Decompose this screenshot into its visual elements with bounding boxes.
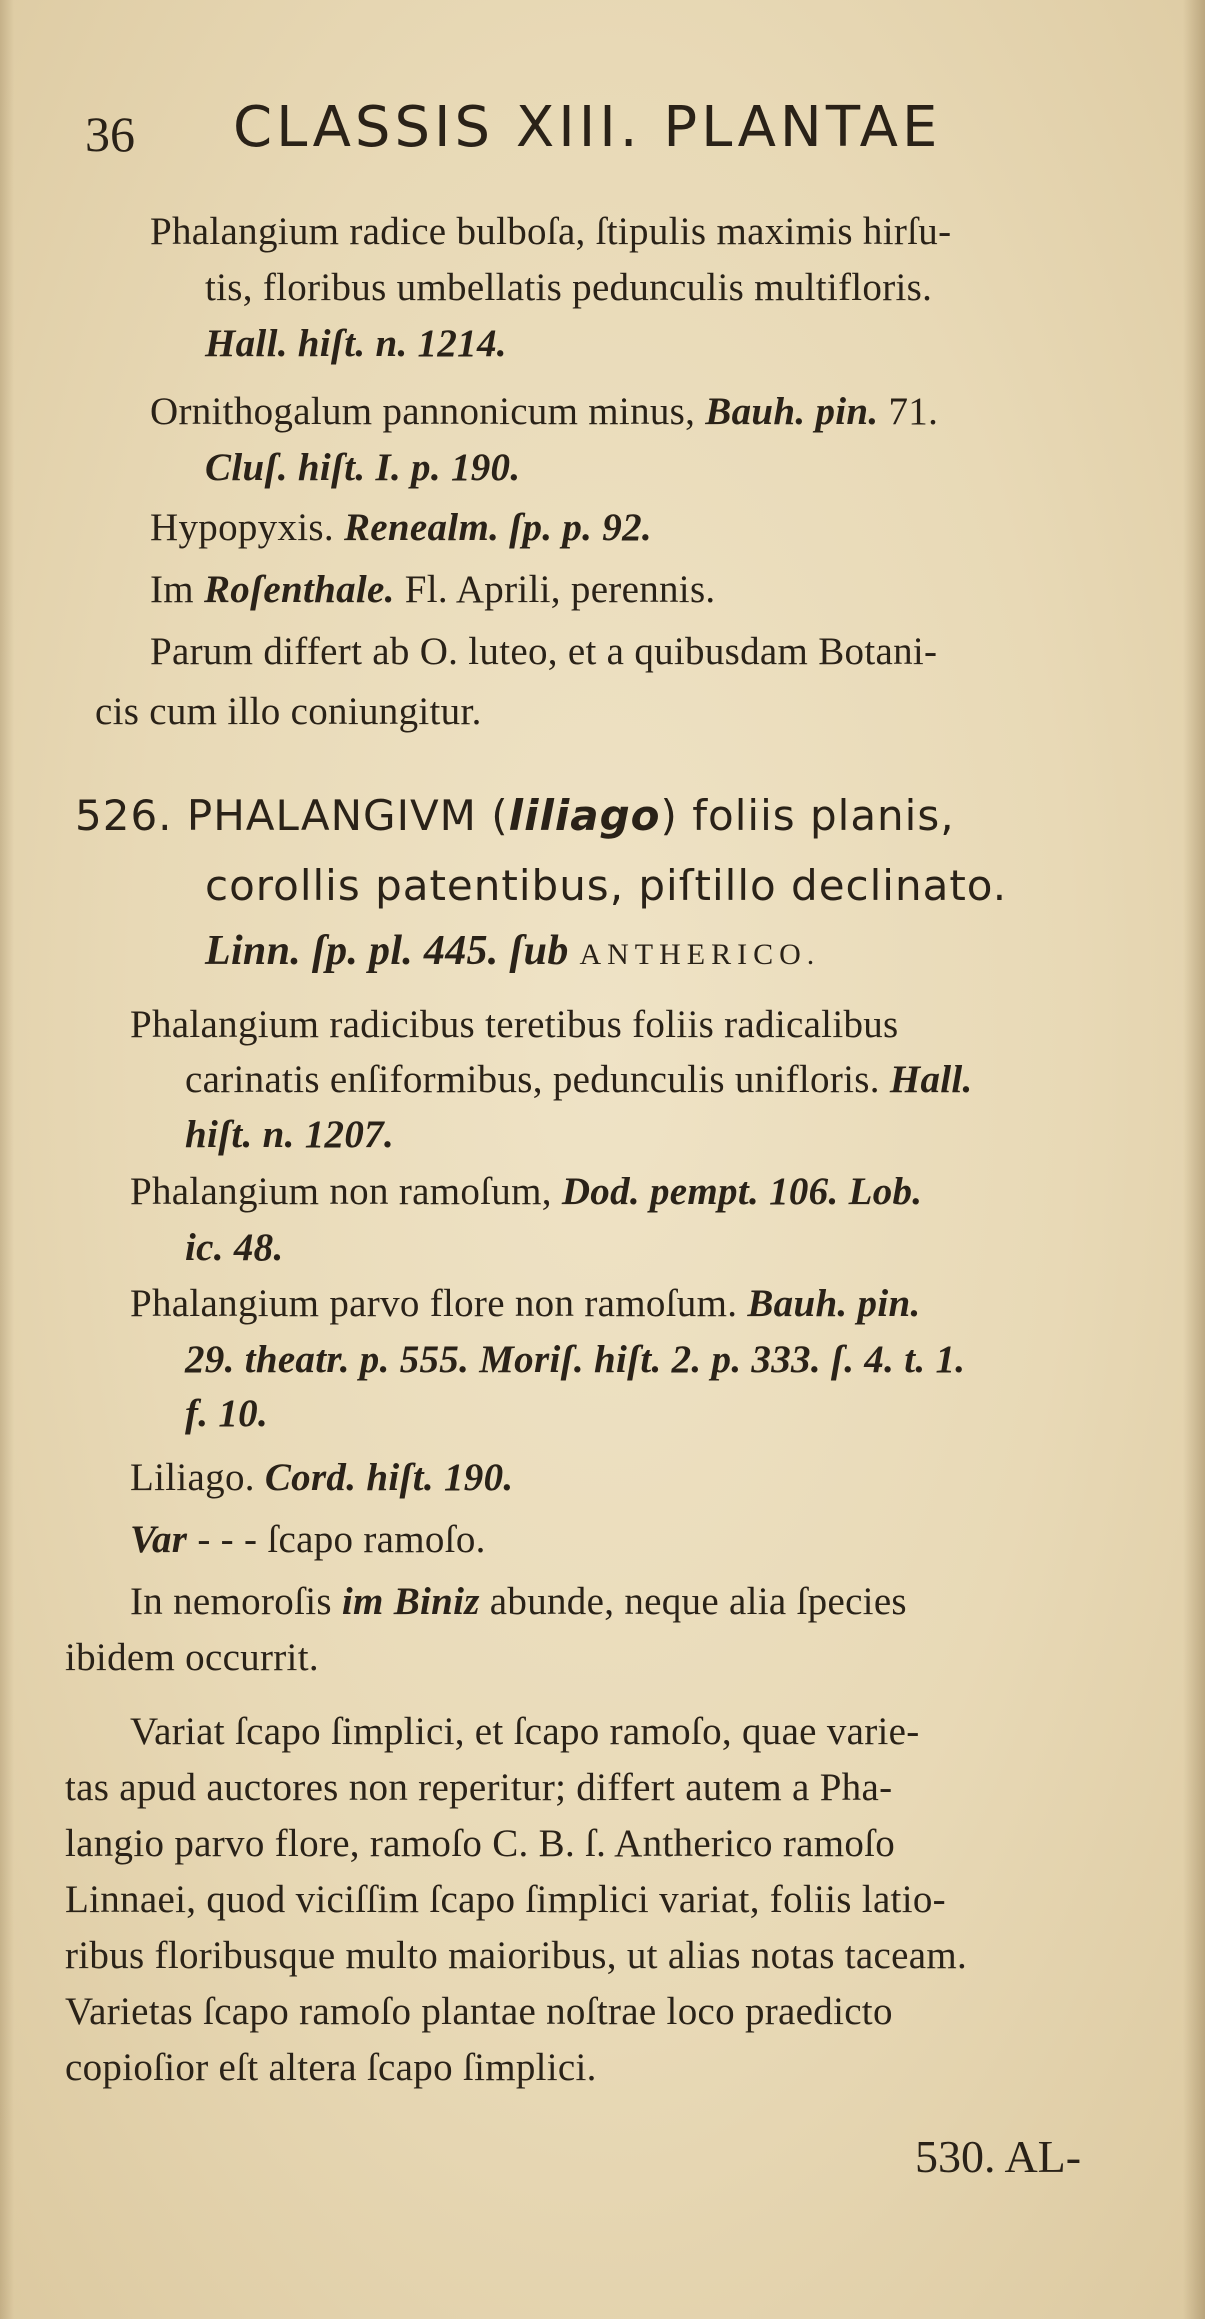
- page-number: 36: [85, 106, 135, 162]
- citation-line: ic. 48.: [185, 1226, 284, 1269]
- text-line: Hypopyxis. Renealm. ſp. p. 92.: [150, 506, 652, 549]
- citation-line: hiſt. n. 1207.: [185, 1113, 394, 1156]
- entry-title-line: Linn. ſp. pl. 445. ſub ANTHERICO.: [205, 928, 821, 974]
- text-line: cis cum illo coniungitur.: [95, 690, 482, 733]
- text-line: Im Roſenthale. Fl. Aprili, perennis.: [150, 568, 716, 611]
- paragraph-line: langio parvo flore, ramoſo C. B. ſ. Antherico ramoſo: [65, 1822, 896, 1865]
- page-edge-left: [0, 0, 14, 2319]
- synonym-line: carinatis enſiformibus, pedunculis unifloris. Hall.: [185, 1058, 973, 1101]
- paragraph-line: ribus floribusque multo maioribus, ut alias notas taceam.: [65, 1934, 968, 1977]
- text-line: Ornithogalum pannonicum minus, Bauh. pin. 71.: [150, 390, 939, 433]
- running-head: CLASSIS XIII. PLANTAE: [233, 95, 942, 160]
- catchword: 530. AL-: [915, 2131, 1082, 2182]
- habitat-line: In nemoroſis im Biniz abunde, neque alia ſpecies: [130, 1580, 907, 1623]
- synonym-line: Phalangium parvo flore non ramoſum. Bauh. pin.: [130, 1282, 921, 1325]
- paragraph-line: Variat ſcapo ſimplici, et ſcapo ramoſo, quae varie-: [130, 1710, 920, 1753]
- page-header: [85, 95, 1045, 175]
- citation-line: f. 10.: [185, 1392, 269, 1435]
- paragraph-line: Linnaei, quod viciſſim ſcapo ſimplici variat, foliis latio-: [65, 1878, 946, 1921]
- paragraph-line: copioſior eſt altera ſcapo ſimplici.: [65, 2046, 597, 2089]
- entry-title-line: 526. PHALANGIVM (liliago) foliis planis,: [75, 791, 955, 840]
- variety-line: Var - - - ſcapo ramoſo.: [130, 1518, 486, 1561]
- synonym-line: Phalangium radicibus teretibus foliis radicalibus: [130, 1003, 899, 1046]
- text-line: Phalangium radice bulboſa, ſtipulis maximis hirſu-: [150, 210, 952, 253]
- citation-line: 29. theatr. p. 555. Moriſ. hiſt. 2. p. 333. ſ. 4. t. 1.: [185, 1338, 966, 1381]
- synonym-line: Liliago. Cord. hiſt. 190.: [130, 1456, 514, 1499]
- text-line: Parum differt ab O. luteo, et a quibusdam Botani-: [150, 630, 938, 673]
- entry-title-line: corollis patentibus, piſtillo declinato.: [205, 861, 1008, 910]
- synonym-line: Phalangium non ramoſum, Dod. pempt. 106. Lob.: [130, 1170, 923, 1213]
- citation-line: Cluſ. hiſt. I. p. 190.: [205, 446, 521, 489]
- paragraph-line: tas apud auctores non reperitur; differt autem a Pha-: [65, 1766, 893, 1809]
- paragraph-line: Varietas ſcapo ramoſo plantae noſtrae loco praedicto: [65, 1990, 893, 2033]
- habitat-line: ibidem occurrit.: [65, 1636, 319, 1679]
- citation-line: Hall. hiſt. n. 1214.: [205, 322, 507, 365]
- page-edge-right: [1183, 0, 1205, 2319]
- text-line: tis, floribus umbellatis pedunculis multifloris.: [205, 266, 933, 309]
